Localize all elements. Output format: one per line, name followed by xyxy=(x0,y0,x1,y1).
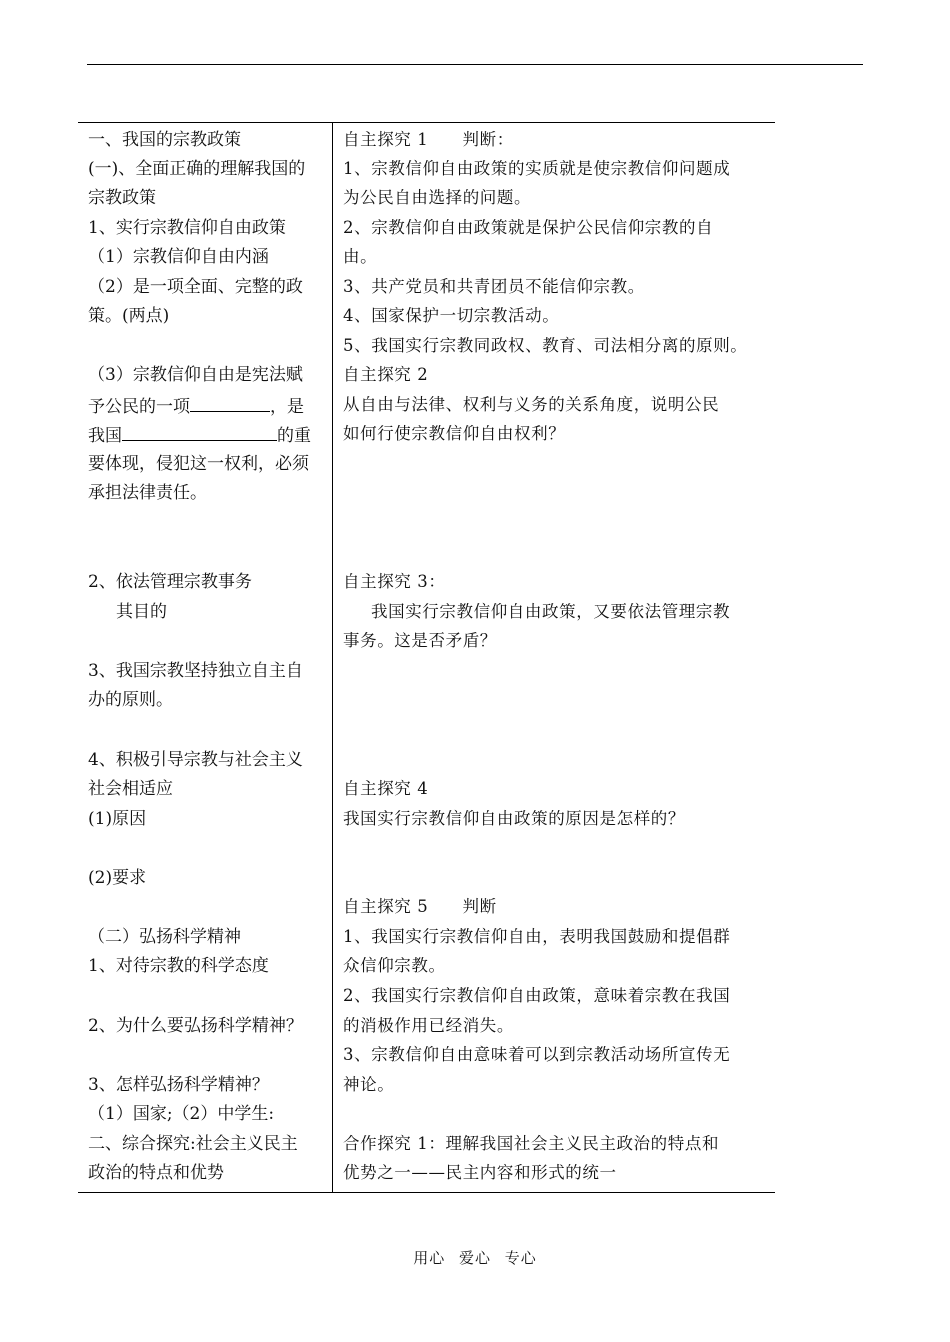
outline-line: 2、依法管理宗教事务 xyxy=(88,572,252,592)
outline-line: 1、对待宗教的科学态度 xyxy=(88,956,269,976)
outline-line: 一、我国的宗教政策 xyxy=(88,130,241,150)
footer-text: 爱心 xyxy=(458,1249,491,1267)
exercise-line: 为公民自由选择的问题。 xyxy=(343,188,532,207)
outline-line: （2）是一项全面、完整的政 xyxy=(88,277,303,297)
exercise-line: 2、宗教信仰自由政策就是保护公民信仰宗教的自 xyxy=(343,218,714,237)
outline-line: （1）宗教信仰自由内涵 xyxy=(88,247,269,267)
outline-text: 我国 xyxy=(88,426,122,446)
fill-in-line xyxy=(88,394,304,418)
outline-line: （3）宗教信仰自由是宪法赋 xyxy=(88,365,303,385)
exercise-heading: 合作探究 1：理解我国社会主义民主政治的特点和 xyxy=(343,1134,720,1153)
outline-line: （1）国家;（2）中学生: xyxy=(88,1104,275,1124)
outline-line: 政治的特点和优势 xyxy=(88,1163,224,1183)
exercise-line: 3、共产党员和共青团员不能信仰宗教。 xyxy=(343,277,645,296)
outline-line: 要体现，侵犯这一权利，必须 xyxy=(88,454,309,474)
outline-text: 予公民的一项 xyxy=(88,397,190,417)
outline-line: 1、实行宗教信仰自由政策 xyxy=(88,218,286,238)
exercise-line: 神论。 xyxy=(343,1075,395,1094)
outline-line: 宗教政策 xyxy=(88,188,156,208)
outline-line: 2、为什么要弘扬科学精神？ xyxy=(88,1016,303,1036)
exercise-line: 1、宗教信仰自由政策的实质就是使宗教信仰问题成 xyxy=(343,159,731,178)
fill-in-line xyxy=(88,423,311,447)
answer-blank xyxy=(190,394,270,412)
outline-line: 策。(两点) xyxy=(88,306,170,326)
header-rule xyxy=(87,64,863,65)
answer-blank xyxy=(122,423,277,441)
footer-text: 专心 xyxy=(504,1249,537,1267)
exercise-line: 从自由与法律、权利与义务的关系角度，说明公民 xyxy=(343,395,720,414)
exercise-line: 众信仰宗教。 xyxy=(343,956,446,975)
outline-line: (2)要求 xyxy=(88,868,147,888)
outline-line: 社会相适应 xyxy=(88,779,173,799)
outline-line: （二）弘扬科学精神 xyxy=(88,927,241,947)
exercise-heading: 自主探究 4 xyxy=(343,779,429,798)
outline-line: 3、我国宗教坚持独立自主自 xyxy=(88,661,303,681)
exercise-line: 我国实行宗教信仰自由政策的原因是怎样的？ xyxy=(343,809,685,828)
exercise-heading: 自主探究 5 判断 xyxy=(343,897,497,916)
outline-line: 二、综合探究:社会主义民主 xyxy=(88,1134,298,1154)
outline-line: 承担法律责任。 xyxy=(88,483,207,503)
worksheet-table xyxy=(78,122,775,1193)
outline-line: 4、积极引导宗教与社会主义 xyxy=(88,750,303,770)
outline-text: 的重 xyxy=(277,426,311,446)
exercise-line: 2、我国实行宗教信仰自由政策，意味着宗教在我国 xyxy=(343,986,731,1005)
exercise-line: 4、国家保护一切宗教活动。 xyxy=(343,306,560,325)
footer-text: 用心 xyxy=(413,1249,446,1267)
outline-text: ，是 xyxy=(270,397,304,417)
outline-line: 办的原则。 xyxy=(88,690,173,710)
page-footer xyxy=(0,1247,950,1268)
exercise-heading: 自主探究 1 判断： xyxy=(343,130,514,149)
exercise-line: 由。 xyxy=(343,247,378,266)
exercise-heading: 自主探究 3： xyxy=(343,572,446,591)
outline-line: 其目的 xyxy=(116,602,167,622)
outline-line: 3、怎样弘扬科学精神？ xyxy=(88,1075,269,1095)
exercise-line: 1、我国实行宗教信仰自由，表明我国鼓励和提倡群 xyxy=(343,927,731,946)
column-divider xyxy=(332,123,333,1192)
exercise-line: 3、宗教信仰自由意味着可以到宗教活动场所宣传无 xyxy=(343,1045,731,1064)
exercise-line: 优势之一——民主内容和形式的统一 xyxy=(343,1163,617,1182)
exercise-line: 事务。这是否矛盾？ xyxy=(343,631,497,650)
exercise-line: 的消极作用已经消失。 xyxy=(343,1016,514,1035)
outline-line: (1)原因 xyxy=(88,809,147,829)
exercise-line: 我国实行宗教信仰自由政策，又要依法管理宗教 xyxy=(371,602,731,621)
exercise-heading: 自主探究 2 xyxy=(343,365,429,384)
outline-line: (一)、全面正确的理解我国的 xyxy=(88,159,306,179)
exercise-line: 5、我国实行宗教同政权、教育、司法相分离的原则。 xyxy=(343,336,748,355)
exercise-line: 如何行使宗教信仰自由权利？ xyxy=(343,424,566,443)
